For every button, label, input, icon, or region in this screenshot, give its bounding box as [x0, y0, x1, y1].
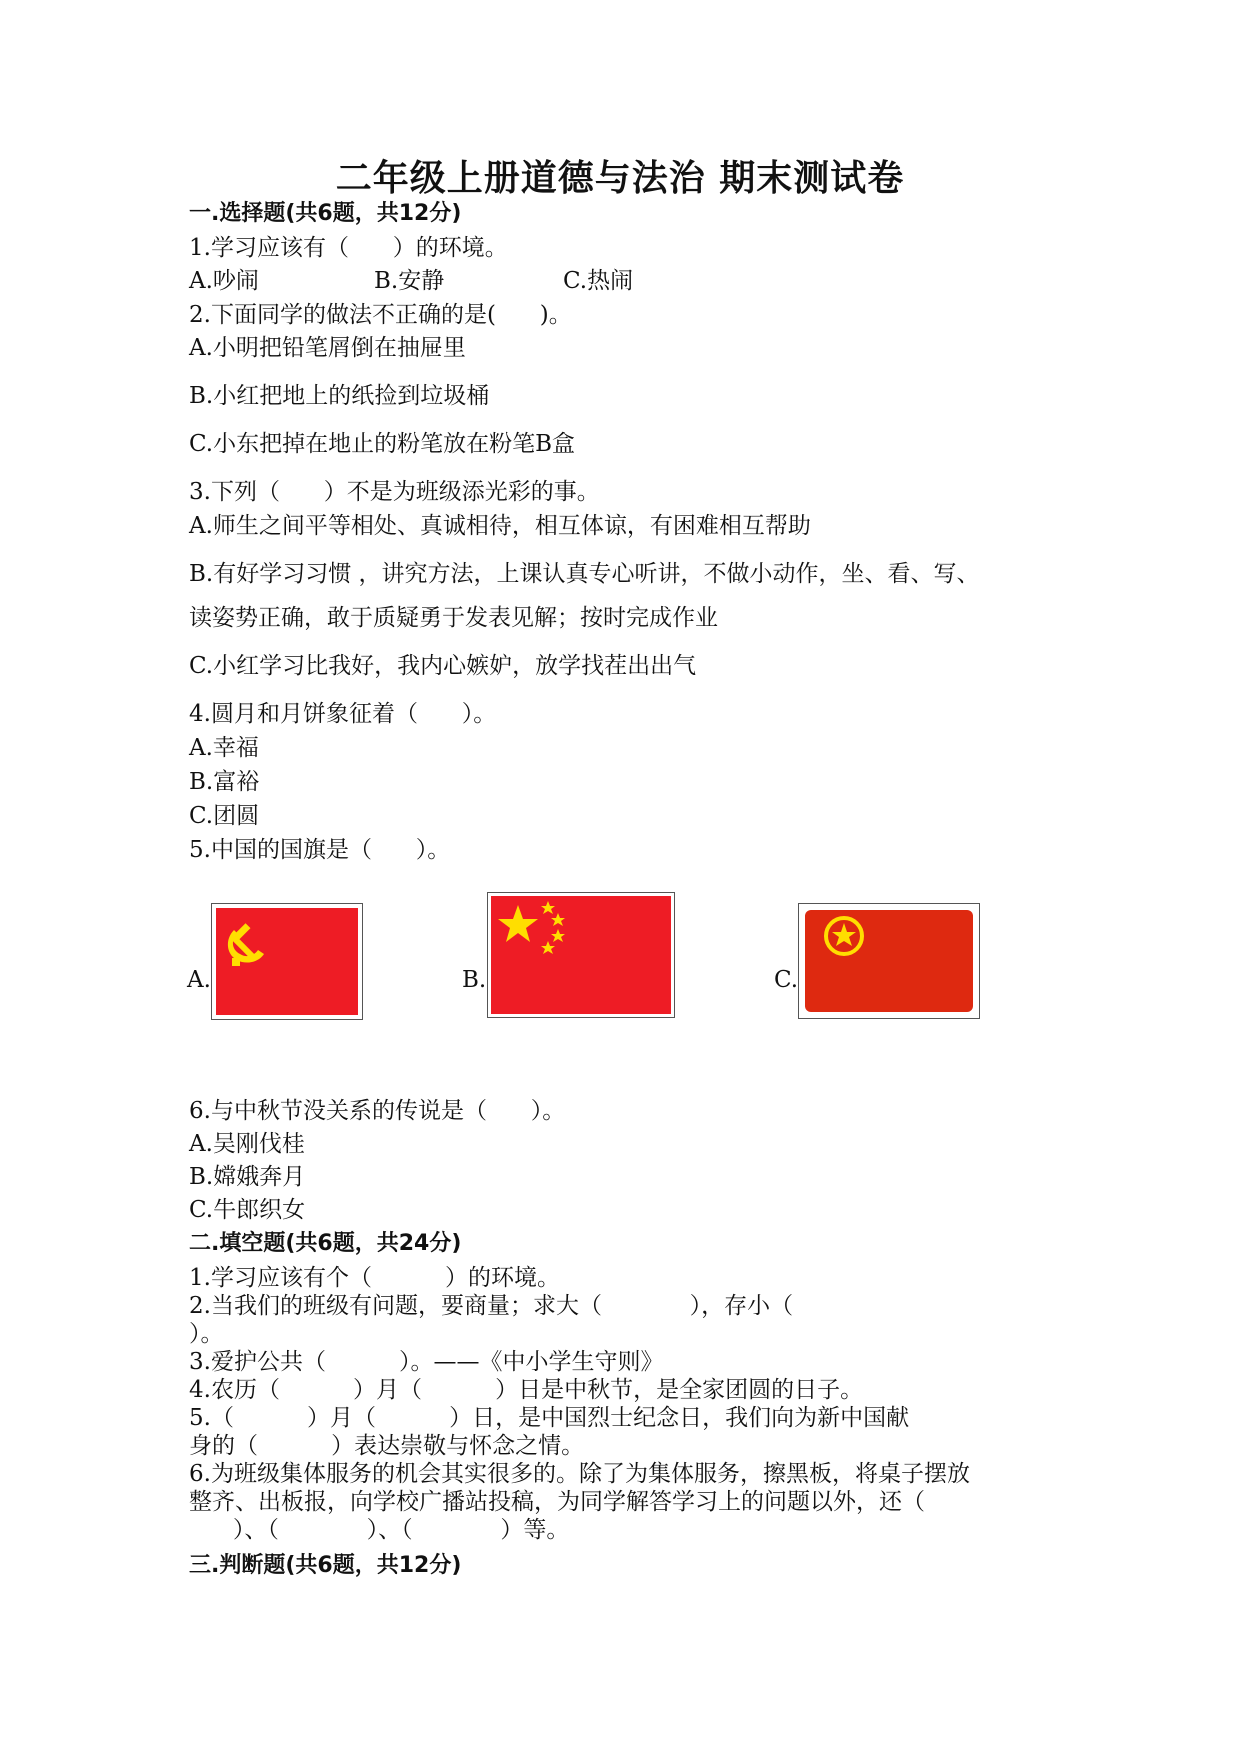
question-4-option-b: B.富裕 [189, 769, 260, 795]
question-3-option-a: A.师生之间平等相处、真诚相待，相互体谅，有困难相互帮助 [189, 513, 811, 539]
fill-line-6: 5.（ ）月（ ）日，是中国烈士纪念日，我们向为新中国献 [189, 1405, 910, 1431]
question-3-option-c: C.小红学习比我好，我内心嫉妒，放学找茬出出气 [189, 653, 697, 679]
fill-line-7: 身的（ ）表达崇敬与怀念之情。 [189, 1433, 585, 1459]
question-6-option-c: C.牛郎织女 [189, 1197, 306, 1223]
question-5-option-c-label: C. [774, 967, 799, 993]
fill-line-4: 3.爱护公共（ ）。——《中小学生守则》 [189, 1349, 664, 1375]
fill-line-10: ）、（ ）、（ ）等。 [189, 1517, 570, 1543]
question-5-stem: 5.中国的国旗是（ ）。 [189, 837, 451, 863]
question-4-option-a: A.幸福 [189, 735, 259, 761]
page-title: 二年级上册道德与法治 期末测试卷 [335, 158, 905, 199]
fill-line-5: 4.农历（ ）月（ ）日是中秋节，是全家团圆的日子。 [189, 1377, 864, 1403]
question-3-stem: 3.下列（ ）不是为班级添光彩的事。 [189, 479, 600, 505]
question-6-stem: 6.与中秋节没关系的传说是（ ）。 [189, 1098, 566, 1124]
party-flag-image [211, 903, 363, 1020]
question-1-stem: 1.学习应该有（ ）的环境。 [189, 235, 508, 261]
section-heading-true-false: 三.判断题(共6题，共12分) [189, 1553, 462, 1578]
question-4-option-c: C.团圆 [189, 803, 260, 829]
youth-league-flag-image [798, 903, 980, 1019]
chinese-national-flag-image [487, 892, 675, 1018]
section-heading-choice: 一.选择题(共6题，共12分) [189, 201, 462, 226]
question-2-option-c: C.小东把掉在地止的粉笔放在粉笔B盒 [189, 431, 575, 457]
question-1-option-b: B.安静 [374, 268, 445, 294]
question-1-option-c: C.热闹 [563, 268, 634, 294]
question-2-option-b: B.小红把地上的纸捡到垃圾桶 [189, 383, 490, 409]
fill-line-8: 6.为班级集体服务的机会其实很多的。除了为集体服务，擦黑板，将桌子摆放 [189, 1461, 970, 1487]
question-6-option-b: B.嫦娥奔月 [189, 1164, 306, 1190]
question-4-stem: 4.圆月和月饼象征着（ ）。 [189, 701, 497, 727]
question-3-option-b-line1: B.有好学习习惯 ，讲究方法，上课认真专心听讲，不做小动作，坐、看、写、 [189, 561, 980, 587]
question-3-option-b-line2: 读姿势正确，敢于质疑勇于发表见解；按时完成作业 [189, 605, 718, 631]
fill-line-2: 2.当我们的班级有问题，要商量；求大（ ），存小（ [189, 1293, 794, 1319]
question-5-option-a-label: A. [187, 967, 211, 993]
fill-line-3: ）。 [189, 1321, 224, 1347]
fill-line-1: 1.学习应该有个（ ）的环境。 [189, 1265, 561, 1291]
question-2-option-a: A.小明把铅笔屑倒在抽屉里 [189, 335, 466, 361]
question-6-option-a: A.吴刚伐桂 [189, 1131, 305, 1157]
question-5-option-b-label: B. [462, 967, 487, 993]
fill-line-9: 整齐、出板报，向学校广播站投稿，为同学解答学习上的问题以外，还（ [189, 1489, 925, 1515]
question-1-option-a: A.吵闹 [189, 268, 259, 294]
section-heading-fill-blank: 二.填空题(共6题，共24分) [189, 1231, 462, 1256]
question-2-stem: 2.下面同学的做法不正确的是( )。 [189, 302, 572, 328]
